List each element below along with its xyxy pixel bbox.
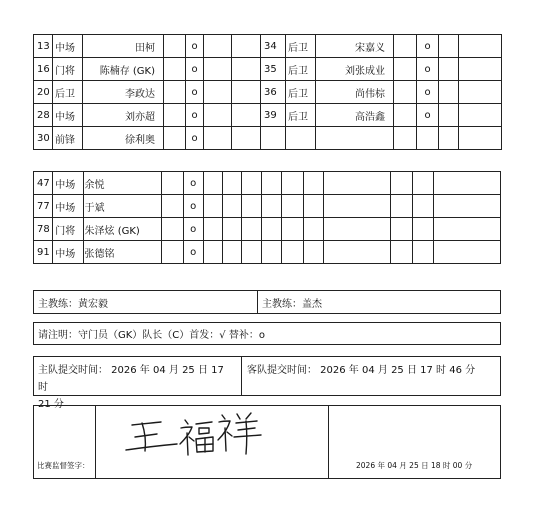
player-position: 后卫 (286, 58, 316, 81)
empty-cell (262, 241, 281, 264)
empty-cell (324, 172, 391, 195)
notes-row (33, 322, 501, 345)
empty-cell (434, 172, 501, 195)
player-number: 78 (34, 218, 53, 241)
empty-cell (412, 218, 433, 241)
empty-cell (394, 58, 417, 81)
substitute-mark: o (186, 81, 204, 104)
player-name: 朱泽炫 (GK) (83, 218, 162, 241)
empty-cell (262, 195, 281, 218)
player-position: 中场 (53, 241, 83, 264)
player-position: 后卫 (286, 104, 316, 127)
empty-cell (242, 195, 262, 218)
empty-cell (439, 58, 459, 81)
coaches-row (33, 290, 501, 314)
table-row (34, 104, 502, 127)
empty-cell (204, 104, 232, 127)
empty-cell (394, 81, 417, 104)
table-row (34, 58, 502, 81)
empty-cell (394, 127, 417, 150)
player-name: 刘张成业 (316, 58, 394, 81)
empty-cell (232, 104, 261, 127)
substitute-mark: o (417, 81, 439, 104)
empty-cell (262, 218, 281, 241)
player-name: 尚伟棕 (316, 81, 394, 104)
player-name: 张德铭 (83, 241, 162, 264)
supervisor-label: 比赛监督签字： (37, 461, 90, 470)
empty-cell (459, 58, 502, 81)
empty-cell (459, 35, 502, 58)
empty-cell (232, 81, 261, 104)
player-name: 刘亦超 (83, 104, 164, 127)
empty-cell (162, 218, 183, 241)
home-submission-time-cont: 21 分 (38, 399, 64, 410)
player-position: 中场 (53, 35, 83, 58)
player-number: 28 (34, 104, 53, 127)
substitute-mark: o (417, 104, 439, 127)
empty-cell (303, 241, 323, 264)
empty-cell (204, 35, 232, 58)
away-coach: 主教练：盖杰 (262, 298, 322, 310)
player-position: 门将 (53, 58, 83, 81)
home-coach: 主教练：黄宏毅 (38, 298, 108, 310)
empty-cell (281, 241, 303, 264)
player-number: 34 (261, 35, 286, 58)
substitute-mark: o (186, 35, 204, 58)
substitute-mark: o (186, 58, 204, 81)
player-number: 91 (34, 241, 53, 264)
empty-cell (262, 172, 281, 195)
empty-cell (204, 58, 232, 81)
empty-cell (164, 104, 186, 127)
empty-cell (303, 172, 323, 195)
substitute-mark: o (183, 172, 203, 195)
empty-cell (162, 241, 183, 264)
table-row (34, 172, 501, 195)
substitute-mark: o (417, 58, 439, 81)
substitute-mark: o (183, 195, 203, 218)
player-name: 于斌 (83, 195, 162, 218)
player-number: 30 (34, 127, 53, 150)
starting-roster-table (33, 34, 502, 150)
player-number: 36 (261, 81, 286, 104)
player-position: 前锋 (53, 127, 83, 150)
empty-cell (242, 241, 262, 264)
table-row (34, 127, 502, 150)
player-number: 13 (34, 35, 53, 58)
empty-cell (439, 104, 459, 127)
table-row (34, 81, 502, 104)
empty-cell (459, 81, 502, 104)
legend-note: 请注明：守门员（GK）队长（C）首发：√ 替补：o (38, 330, 265, 341)
empty-cell (390, 241, 412, 264)
empty-cell (281, 172, 303, 195)
substitute-mark: o (186, 127, 204, 150)
empty-cell (204, 127, 232, 150)
empty-cell (303, 195, 323, 218)
empty-cell (203, 195, 222, 218)
supervisor-signature (95, 406, 328, 480)
player-position: 门将 (53, 218, 83, 241)
empty-cell (417, 127, 439, 150)
empty-cell (242, 172, 262, 195)
player-name: 高浩鑫 (316, 104, 394, 127)
empty-cell (316, 127, 394, 150)
empty-cell (303, 218, 323, 241)
table-row (34, 35, 502, 58)
empty-cell (261, 127, 286, 150)
empty-cell (459, 127, 502, 150)
empty-cell (164, 58, 186, 81)
empty-cell (204, 81, 232, 104)
player-name: 李政达 (83, 81, 164, 104)
empty-cell (394, 35, 417, 58)
empty-cell (434, 218, 501, 241)
empty-cell (324, 241, 391, 264)
supervisor-row (33, 405, 501, 479)
player-number: 39 (261, 104, 286, 127)
empty-cell (164, 127, 186, 150)
player-position: 中场 (53, 172, 83, 195)
submission-row (33, 356, 501, 410)
player-number: 47 (34, 172, 53, 195)
player-position: 后卫 (286, 81, 316, 104)
table-row (34, 195, 501, 218)
player-number: 77 (34, 195, 53, 218)
empty-cell (164, 35, 186, 58)
home-submission-time: 主队提交时间： 2026 年 04 月 25 日 17 时 (38, 365, 224, 393)
empty-cell (222, 195, 241, 218)
empty-cell (242, 218, 262, 241)
empty-cell (232, 58, 261, 81)
table-row (34, 241, 501, 264)
empty-cell (434, 195, 501, 218)
empty-cell (281, 195, 303, 218)
player-number: 16 (34, 58, 53, 81)
empty-cell (434, 241, 501, 264)
empty-cell (459, 104, 502, 127)
player-name: 陈楠存 (GK) (83, 58, 164, 81)
substitute-mark: o (186, 104, 204, 127)
empty-cell (412, 195, 433, 218)
player-position: 中场 (53, 104, 83, 127)
empty-cell (324, 195, 391, 218)
empty-cell (390, 218, 412, 241)
empty-cell (390, 172, 412, 195)
empty-cell (203, 241, 222, 264)
empty-cell (412, 241, 433, 264)
empty-cell (232, 35, 261, 58)
empty-cell (222, 218, 241, 241)
player-position: 后卫 (53, 81, 83, 104)
player-name: 田柯 (83, 35, 164, 58)
substitutes-table (33, 171, 501, 264)
player-name: 宋嘉义 (316, 35, 394, 58)
substitute-mark: o (183, 218, 203, 241)
empty-cell (286, 127, 316, 150)
empty-cell (162, 195, 183, 218)
empty-cell (162, 172, 183, 195)
empty-cell (390, 195, 412, 218)
empty-cell (164, 81, 186, 104)
player-position: 中场 (53, 195, 83, 218)
empty-cell (324, 218, 391, 241)
empty-cell (203, 172, 222, 195)
player-number: 35 (261, 58, 286, 81)
empty-cell (439, 35, 459, 58)
empty-cell (232, 127, 261, 150)
empty-cell (281, 218, 303, 241)
empty-cell (439, 81, 459, 104)
supervisor-timestamp: 2026 年 04 月 25 日 18 时 00 分 (356, 461, 473, 470)
player-name: 余悦 (83, 172, 162, 195)
player-position: 后卫 (286, 35, 316, 58)
player-name: 徐利奥 (83, 127, 164, 150)
substitute-mark: o (417, 35, 439, 58)
empty-cell (222, 241, 241, 264)
empty-cell (394, 104, 417, 127)
substitute-mark: o (183, 241, 203, 264)
player-number: 20 (34, 81, 53, 104)
empty-cell (222, 172, 241, 195)
empty-cell (203, 218, 222, 241)
away-submission-time: 客队提交时间： 2026 年 04 月 25 日 17 时 46 分 (247, 365, 476, 376)
empty-cell (412, 172, 433, 195)
empty-cell (439, 127, 459, 150)
table-row (34, 218, 501, 241)
